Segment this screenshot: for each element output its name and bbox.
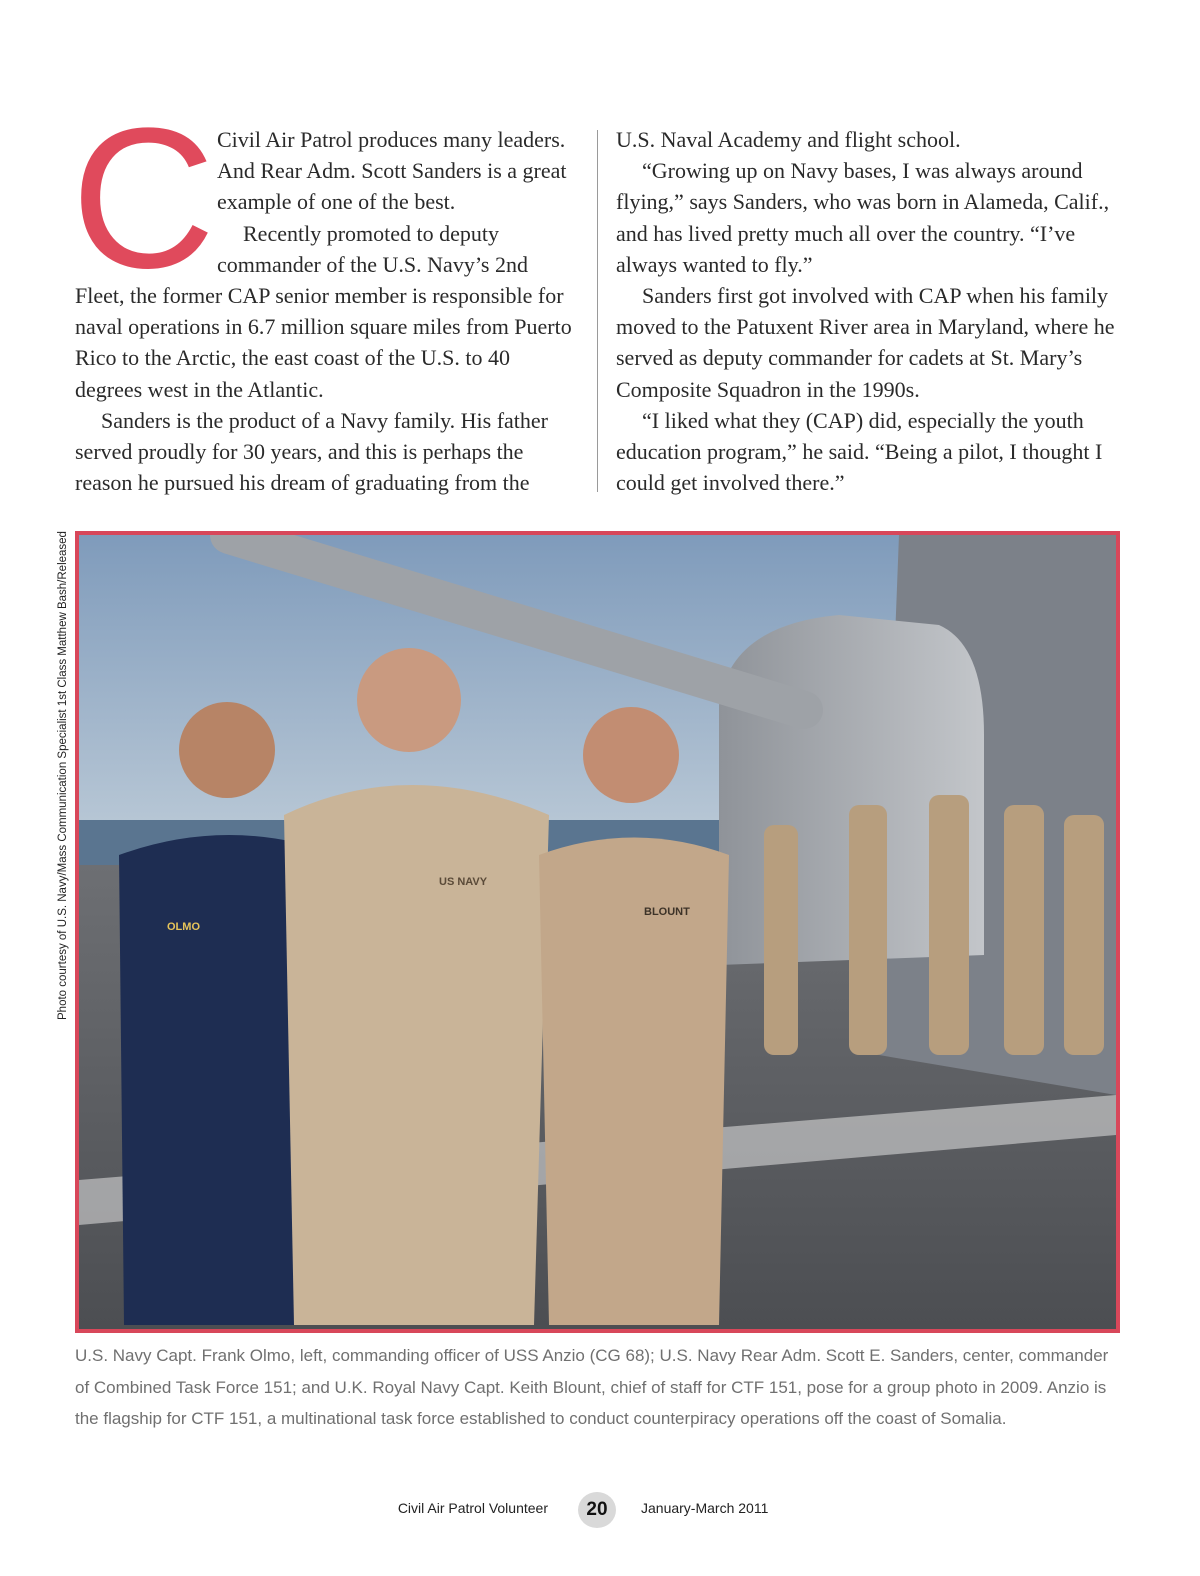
paragraph-6: Sanders first got involved with CAP when his family moved to the Patuxent River area in Maryland, where he served as deputy commander for cadets at St. Mary’s Composite Squadron in the 1990s. xyxy=(616,283,1115,402)
paragraph-2: Recently promoted to deputy commander of the U.S. Navy’s 2nd Fleet, the former CAP senior member is responsible for naval operations in 6.7 million square miles from Puerto Rico to the Arctic, the east coast of the U.S. to 40 degrees west in the Atlantic. xyxy=(75,220,572,402)
article-left-column xyxy=(71,87,580,498)
photo xyxy=(75,531,1120,1333)
column-divider xyxy=(597,130,598,492)
name-tag-us-navy: US NAVY xyxy=(439,876,488,888)
footer-issue: January-March 2011 xyxy=(641,1500,769,1516)
name-tag-olmo: OLMO xyxy=(167,921,200,933)
paragraph-3: Sanders is the product of a Navy family. His father served proudly for 30 years, and this is perhaps the reason he pursued his dream of graduating from the xyxy=(75,407,549,496)
photo-illustration xyxy=(79,535,1116,1329)
page-number: 20 xyxy=(578,1492,616,1528)
paragraph-4: U.S. Naval Academy and flight school. xyxy=(616,127,961,152)
photo-caption: U.S. Navy Capt. Frank Olmo, left, commanding officer of USS Anzio (CG 68); U.S. Navy Rear Adm. Scott E. Sanders, center, commander of Combined Task Force 151; and U.K. Royal Navy Capt. Keith Blount, chief of staff for CTF 151, pose for a group photo in 2009. Anzio is the flagship for CTF 151, a multinational task force established to conduct counterpiracy operations off the coast of Somalia. xyxy=(75,1346,1109,1428)
page-footer xyxy=(0,1492,1200,1528)
photo-credit: Photo courtesy of U.S. Navy/Mass Communication Specialist 1st Class Matthew Bash/Released xyxy=(57,531,69,1020)
paragraph-7: “I liked what they (CAP) did, especially the youth education program,” he said. “Being a pilot, I thought I could get involved there.” xyxy=(616,407,1103,496)
drop-cap: C xyxy=(71,87,216,310)
article-right-column xyxy=(616,124,1126,498)
name-tag-blount: BLOUNT xyxy=(644,906,690,918)
footer-publication: Civil Air Patrol Volunteer xyxy=(397,1500,548,1516)
paragraph-1: Civil Air Patrol produces many leaders. And Rear Adm. Scott Sanders is a great example of one of the best. xyxy=(217,127,567,215)
paragraph-5: “Growing up on Navy bases, I was always around flying,” says Sanders, who was born in Alameda, Calif., and has lived pretty much all over the country. “I’ve always wanted to fly.” xyxy=(616,158,1110,277)
